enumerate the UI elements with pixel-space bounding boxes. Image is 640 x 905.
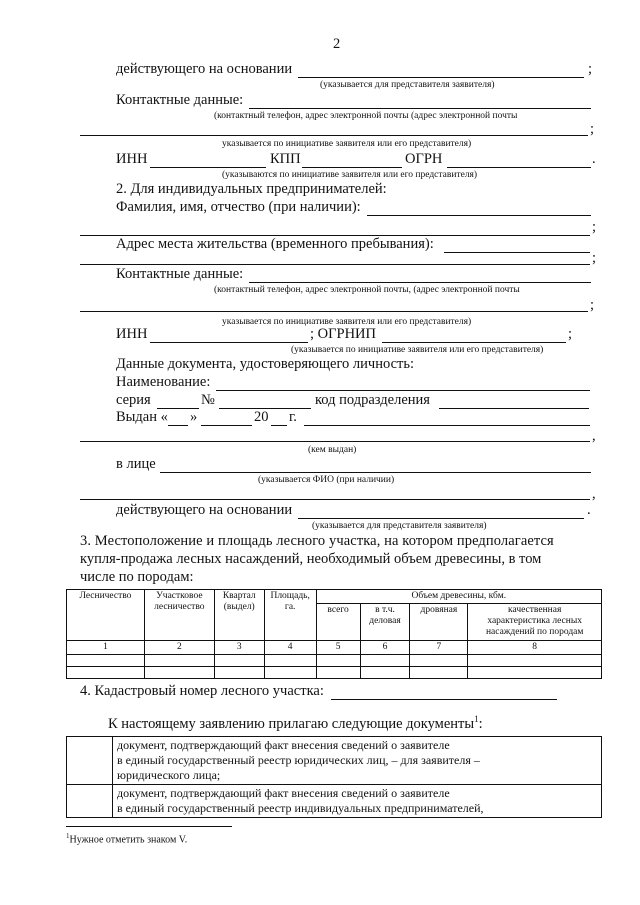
ogrn-field[interactable]: [447, 167, 591, 168]
inn-label: ИНН: [116, 326, 148, 342]
section-2-heading: 2. Для индивидуальных предпринимателей:: [116, 181, 387, 197]
address-field[interactable]: [444, 252, 590, 253]
semicolon: ;: [592, 219, 597, 235]
person-label: в лице: [116, 456, 156, 472]
comma: ,: [592, 486, 596, 502]
init-note: указывается по инициативе заявителя или его представителя): [222, 317, 472, 327]
rep-note: (указывается для представителя заявителя): [320, 80, 495, 90]
period: .: [592, 151, 596, 167]
comma: ,: [592, 428, 596, 444]
col-number: 8: [468, 641, 602, 655]
address-label: Адрес места жительства (временного пребывания):: [116, 236, 434, 252]
acting-basis-field[interactable]: [298, 77, 584, 78]
kpp-label: КПП: [270, 151, 301, 167]
col-number: 5: [316, 641, 360, 655]
contacts-note: (контактный телефон, адрес электронной почты, (адрес электронной почты: [214, 285, 520, 295]
issued-day-field[interactable]: [168, 425, 188, 426]
col-number: 2: [144, 641, 214, 655]
contacts-field[interactable]: [249, 282, 591, 283]
contacts-field-line2[interactable]: [80, 135, 588, 136]
attachment-row[interactable]: [67, 785, 602, 818]
person-field[interactable]: [160, 472, 591, 473]
contacts-label: Контактные данные:: [116, 92, 244, 108]
semicolon: ;: [588, 61, 593, 77]
ogrnip-label: ; ОГРНИП: [310, 326, 376, 342]
header-total: всего: [316, 604, 360, 641]
table-row-numbers: [67, 641, 602, 655]
acting-basis-label: действующего на основании: [116, 502, 293, 518]
init-note: указывается по инициативе заявителя или его представителя): [222, 139, 472, 149]
col-number: 1: [67, 641, 145, 655]
issued-month-field[interactable]: [201, 425, 252, 426]
col-number: 6: [360, 641, 410, 655]
acting-basis-field[interactable]: [298, 518, 584, 519]
page-number: 2: [333, 36, 341, 52]
dept-code-field[interactable]: [439, 408, 589, 409]
col-number: 3: [214, 641, 264, 655]
doc-name-field[interactable]: [216, 390, 590, 391]
issued-by-field-line2[interactable]: [80, 441, 590, 442]
footnote: $^1$Нужное отметить знаком V.: [66, 832, 188, 846]
ogrn-label: ОГРН: [405, 151, 443, 167]
fio-field[interactable]: [367, 215, 591, 216]
col-number: 4: [264, 641, 316, 655]
header-firewood: дровяная: [410, 604, 468, 641]
attachment-checkbox[interactable]: [67, 785, 113, 818]
attachment-text: документ, подтверждающий факт внесения сведений о заявителе в единый государственный реестр юридических лиц, – для заявителя – юридического лица;: [113, 737, 602, 785]
id-doc-heading: Данные документа, удостоверяющего личность:: [116, 356, 414, 372]
rep-note: (указывается для представителя заявителя): [312, 521, 487, 531]
table-row[interactable]: [67, 655, 602, 667]
header-quarter: Квартал (выдел): [214, 590, 264, 641]
footnote-rule: [66, 826, 232, 827]
acting-basis-label: действующего на основании: [116, 61, 293, 77]
semicolon: ;: [592, 250, 597, 266]
year-suffix: г.: [289, 409, 297, 425]
semicolon: ;: [568, 326, 573, 342]
inn-field[interactable]: [150, 342, 308, 343]
issued-year-field[interactable]: [271, 425, 287, 426]
section-3-line-1: 3. Местоположение и площадь лесного участка, на котором предполагается: [80, 533, 554, 549]
section-4-heading: 4. Кадастровый номер лесного участка:: [80, 683, 324, 699]
table-row[interactable]: [67, 667, 602, 679]
fio-note: (указывается ФИО (при наличии): [258, 475, 395, 485]
init-note: (указывается по инициативе заявителя или его представителя): [291, 345, 544, 355]
section-3-line-3: числе по породам:: [80, 569, 194, 585]
semicolon: ;: [590, 121, 595, 137]
col-number: 7: [410, 641, 468, 655]
attachment-checkbox[interactable]: [67, 737, 113, 785]
header-volume: Объем древесины, кбм.: [316, 590, 601, 604]
init-note: (указываются по инициативе заявителя или его представителя): [222, 170, 478, 180]
attachments-table: [66, 736, 602, 818]
issued-by-field[interactable]: [304, 425, 590, 426]
fio-label: Фамилия, имя, отчество (при наличии):: [116, 199, 361, 215]
section-3-line-2: купля-продажа лесных насаждений, необходимый объем древесины, в том: [80, 551, 542, 567]
contacts-field-line2[interactable]: [80, 311, 588, 312]
year-prefix: 20: [254, 409, 269, 425]
semicolon: ;: [590, 297, 595, 313]
doc-name-label: Наименование:: [116, 374, 211, 390]
header-forestry: Лесничество: [67, 590, 145, 641]
inn-label: ИНН: [116, 151, 148, 167]
dept-code-label: код подразделения: [315, 392, 430, 408]
issued-by-note: (кем выдан): [308, 445, 357, 455]
cadastral-number-field[interactable]: [331, 699, 557, 700]
number-label: №: [201, 392, 215, 408]
header-quality: качественная характеристика лесных насаждений по породам: [468, 604, 602, 641]
person-field-line2[interactable]: [80, 499, 590, 500]
header-area: Площадь, га.: [264, 590, 316, 641]
kpp-field[interactable]: [302, 167, 402, 168]
contacts-field[interactable]: [249, 108, 591, 109]
series-label: серия: [116, 392, 151, 408]
address-field-line2[interactable]: [80, 264, 590, 265]
ogrnip-field[interactable]: [382, 342, 566, 343]
issued-quote: »: [190, 409, 198, 425]
header-business: в т.ч. деловая: [360, 604, 410, 641]
issued-label: Выдан «: [116, 409, 168, 425]
period: .: [587, 502, 591, 518]
inn-field[interactable]: [150, 167, 266, 168]
header-district: Участковое лесничество: [144, 590, 214, 641]
attachment-row[interactable]: [67, 737, 602, 785]
forest-table: [66, 589, 602, 679]
attachment-text: документ, подтверждающий факт внесения сведений о заявителе в единый государственный реестр индивидуальных предпринимателей,: [113, 785, 602, 818]
contacts-label: Контактные данные:: [116, 266, 244, 282]
attachments-heading: К настоящему заявлению прилагаю следующие документы$^1$:: [108, 714, 483, 732]
contacts-note: (контактный телефон, адрес электронной почты (адрес электронной почты: [214, 111, 518, 121]
